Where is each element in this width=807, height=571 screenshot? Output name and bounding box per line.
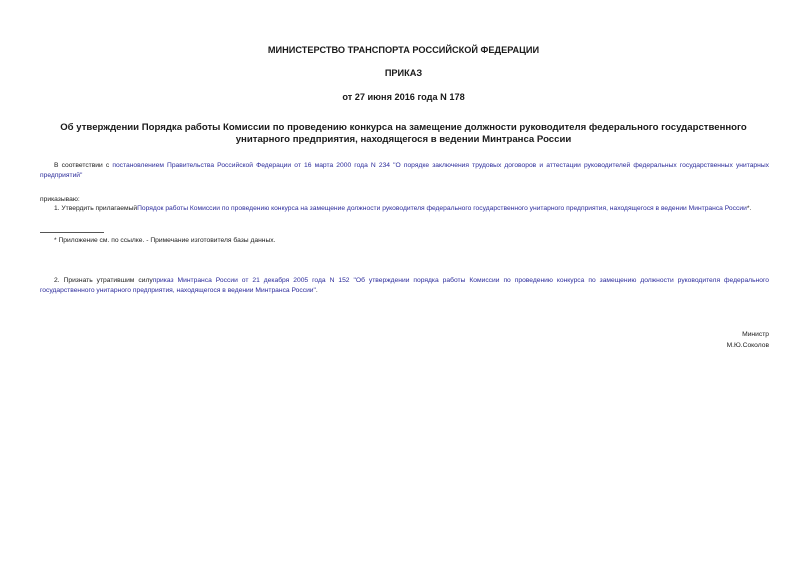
signatory-position: Министр (742, 331, 769, 338)
item-1-suffix: *. (746, 205, 752, 212)
preamble-text: В соответствии с (54, 162, 113, 169)
signatory-name: М.Ю.Соколов (726, 342, 769, 349)
item-1-text: 1. Утвердить прилагаемый (54, 205, 138, 212)
footnote-text: * Приложение см. по ссылке. - Примечание изготовителя базы данных. (54, 237, 276, 244)
document-date: от 27 июня 2016 года N 178 (342, 92, 465, 102)
repealed-order-link[interactable]: приказ Минтранса России от 21 декабря 2005 года N 152 "Об утверждении порядка работы Комиссии по проведению конкурса по замещению должности руководителя федерального государственного унитарного предприятия, находящегося в ведении Минтранса России" (40, 277, 769, 294)
item-2-paragraph (40, 276, 769, 295)
government-decree-link[interactable]: постановлением Правительства Российской Федерации от 16 марта 2000 года N 234 "О порядке заключения трудовых договоров и аттестации руководителей федеральных государственных унитарных предприятий" (40, 162, 769, 179)
footnote-divider (40, 232, 104, 233)
item-2-text: 2. Признать утратившим силу (54, 277, 153, 284)
document-title: Об утверждении Порядка работы Комиссии по проведению конкурса на замещение должности руководителя федерального государственного унитарного предприятия, находящегося в ведении Минтранса России (60, 122, 747, 145)
ministry-heading: МИНИСТЕРСТВО ТРАНСПОРТА РОССИЙСКОЙ ФЕДЕРАЦИИ (267, 45, 540, 55)
item-2-suffix: . (315, 286, 318, 294)
order-word: приказываю: (40, 196, 80, 203)
preamble-paragraph (40, 161, 769, 180)
document-type-heading: ПРИКАЗ (384, 68, 423, 78)
item-1-paragraph (40, 204, 769, 214)
procedure-link[interactable]: Порядок работы Комиссии по проведению конкурса на замещение должности руководителя федерального государственного унитарного предприятия, находящегося в ведении Минтранса России (137, 205, 747, 212)
signature-block (727, 329, 769, 351)
